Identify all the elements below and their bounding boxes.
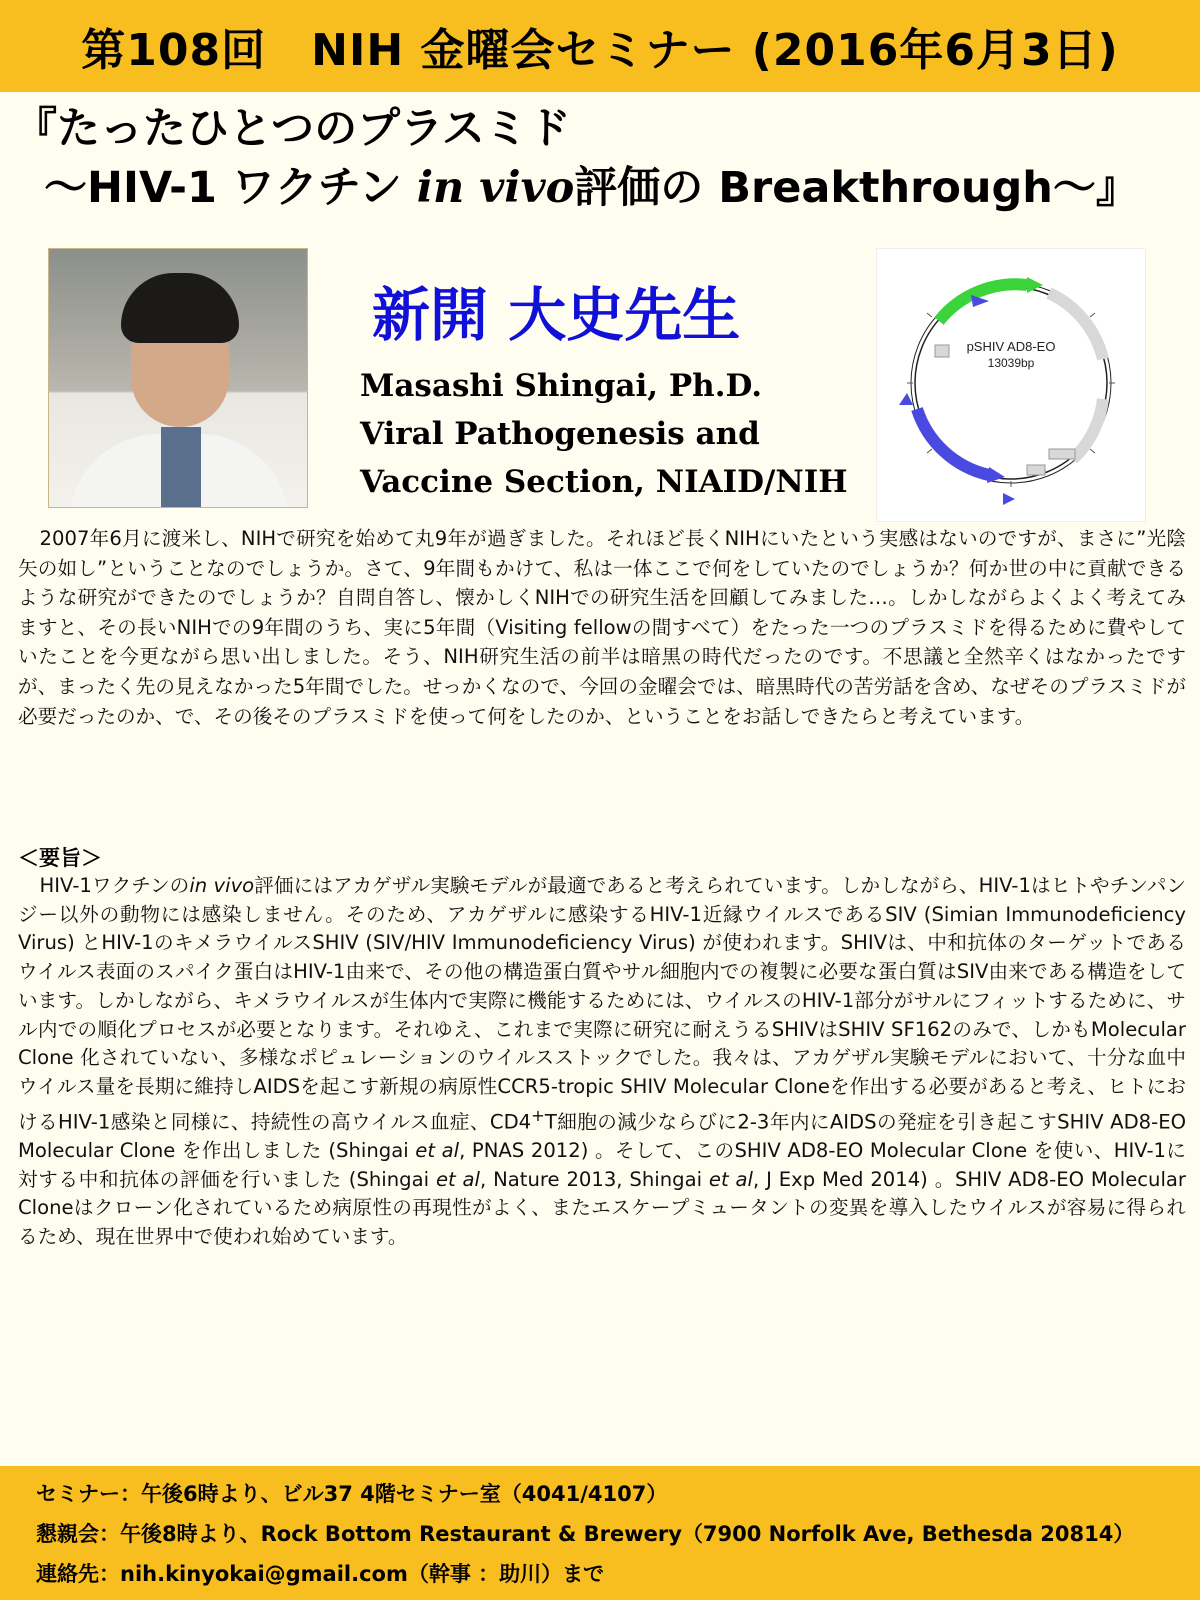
footer-contact — [36, 1558, 1186, 1588]
plasmid-gray-arc-1 — [1049, 293, 1103, 359]
talk-title-italic: in vivo — [416, 163, 575, 213]
footer-contact-label: 連絡先： — [36, 1562, 120, 1586]
intro-paragraph: 2007年6月に渡米し、NIHで研究を始めて丸9年が過ぎました。それほど長くNIHにいたという実感はないのですが、まさに”光陰矢の如し”ということなのでしょうか。さて、9年間もかけて、私は一体ここで何をしていたのでしょうか？何か世の中に貢献できるような研究ができたのでしょうか？自問自答し、懐かしくNIHでの研究生活を回顧してみました…。しかしながらよくよく考えてみますと、その長いNIHでの9年間のうち、実に5年間（Visiting fellowの間すべて）をたった一つのプラスミドを得るために費やしていたことを今更ながら思い出しました。そう、NIH研究生活の前半は暗黒の時代だったのです。不思議と全然辛くはなかったですが、まったく先の見えなかった5年間でした。せっかくなので、今回の金曜会では、暗黒時代の苦労話を含め、なぜそのプラスミドが必要だったのか、で、その後そのプラスミドを使って何をしたのか、ということをお話しできたらと考えています。 — [18, 527, 1186, 728]
plasmid-gray-arc-2 — [1073, 399, 1103, 459]
summary-etal-3: et al — [708, 1167, 753, 1191]
footer-seminar-text: 午後6時より、ビル37 4階セミナー室（4041/4107） — [141, 1482, 668, 1506]
photo-shirt — [161, 427, 201, 507]
plasmid-feature-box-2 — [1027, 465, 1045, 475]
talk-title-post: 評価の Breakthrough～』 — [574, 163, 1139, 213]
plasmid-map-svg — [877, 249, 1145, 521]
plasmid-name: pSHIV AD8-EO — [966, 339, 1056, 354]
seminar-title: 第108回 NIH 金曜会セミナー (2016年6月3日) — [81, 25, 1119, 76]
talk-title — [14, 100, 1194, 218]
summary-text-f: , J Exp Med 2014) 。SHIV AD8-EO Molecular Cloneはクローン化されているため病原性の再現性がよく、またエスケープミュータントの変異を導入したウイルスが容易に得られるため、現在世界中で使われ始めています。 — [18, 1167, 1186, 1248]
plasmid-small-arrow-2 — [899, 393, 913, 405]
speaker-name-jp: 新開 大史先生 — [372, 281, 741, 349]
summary-etal-2: et al — [435, 1167, 481, 1191]
plasmid-size: 13039bp — [987, 356, 1035, 370]
talk-title-line2 — [14, 158, 1194, 218]
footer-party-label: 懇親会： — [36, 1522, 120, 1546]
summary-text-b: 評価にはアカゲザル実験モデルが最適であると考えられています。しかしながら、HIV-1はヒトやチンパンジー以外の動物には感染しません。そのため、アカゲザルに感染するHIV-1近縁ウイルスであるSIV (Simian Immunodeficiency Virus) とHIV-1のキメラウイルスSHIV (SIV/HIV Immunodeficiency Virus) が使われます。SHIVは、中和抗体のターゲットであるウイルス表面のスパイク蛋白はHIV-1由来で、その他の構造蛋白質やサル細胞内での複製に必要な蛋白質はSIV由来である構造をしています。しかしながら、キメラウイルスが生体内で実際に機能するためには、ウイルスのHIV-1部分がサルにフィットするために、サル内での順化プロセスが必要となります。それゆえ、これまで実際に研究に耐えうるSHIVはSHIV SF162のみで、しかもMolecular Clone 化されていない、多様なポピュレーションのウイルスストックでした。我々は、アカゲザル実験モデルにおいて、十分な血中ウイルス量を長期に維持しAIDSを起こす新規の病原性CCR5-tropic SHIV Molecular Cloneを作出する必要があると考え、ヒトにおけるHIV-1感染と同様に、持続性の高ウイルス血症、CD4 — [18, 874, 1187, 1134]
plasmid-blue-arc — [917, 409, 989, 475]
summary-text-e: , Nature 2013, Shingai — [480, 1167, 709, 1191]
plasmid-small-arrow-3 — [1003, 493, 1015, 505]
footer-bar — [0, 1466, 1200, 1600]
summary-etal-1: et al — [415, 1138, 460, 1162]
summary-sup: + — [531, 1105, 545, 1125]
plasmid-feature-box-1 — [935, 345, 949, 357]
header-bar — [0, 0, 1200, 92]
summary-section — [18, 872, 1186, 1252]
footer-seminar-label: セミナー： — [36, 1482, 141, 1506]
summary-text-d: , PNAS 2012) 。そして、このSHIV AD8-EO Molecular Clone を使い、HIV-1に対する中和抗体の評価を行いました (Shingai — [18, 1138, 1186, 1191]
intro-section — [18, 524, 1186, 731]
footer-contact-email[interactable]: nih.kinyokai@gmail.com（幹事 ：助川）まで — [120, 1562, 605, 1586]
speaker-photo — [48, 248, 308, 508]
talk-title-line1: 『たったひとつのプラスミド — [14, 104, 571, 154]
talk-title-pre: ～HIV-1 ワクチン — [44, 163, 417, 213]
speaker-info — [360, 362, 860, 506]
photo-hair — [121, 273, 239, 343]
speaker-affiliation-1: Viral Pathogenesis and — [360, 416, 760, 452]
summary-text-c: T細胞の減少ならびに2-3年内にAIDSの発症を引き起こすSHIV AD8-EO Molecular Clone を作出しました (Shingai — [18, 1110, 1186, 1162]
summary-heading: ＜要旨＞ — [18, 846, 102, 870]
plasmid-feature-box-3 — [1049, 449, 1075, 459]
plasmid-map — [876, 248, 1146, 522]
footer-party — [36, 1518, 1186, 1548]
footer-party-text: 午後8時より、Rock Bottom Restaurant & Brewery（7900 Norfolk Ave, Bethesda 20814） — [120, 1522, 1135, 1546]
speaker-name-en: Masashi Shingai, Ph.D. — [360, 368, 763, 404]
footer-seminar — [36, 1478, 1186, 1508]
summary-italic-invivo: in vivo — [189, 874, 255, 897]
summary-paragraph — [18, 872, 1186, 1252]
plasmid-blue-arrow — [987, 467, 1005, 483]
speaker-affiliation-2: Vaccine Section, NIAID/NIH — [360, 464, 848, 500]
summary-text-a: HIV-1ワクチンの — [39, 874, 190, 897]
